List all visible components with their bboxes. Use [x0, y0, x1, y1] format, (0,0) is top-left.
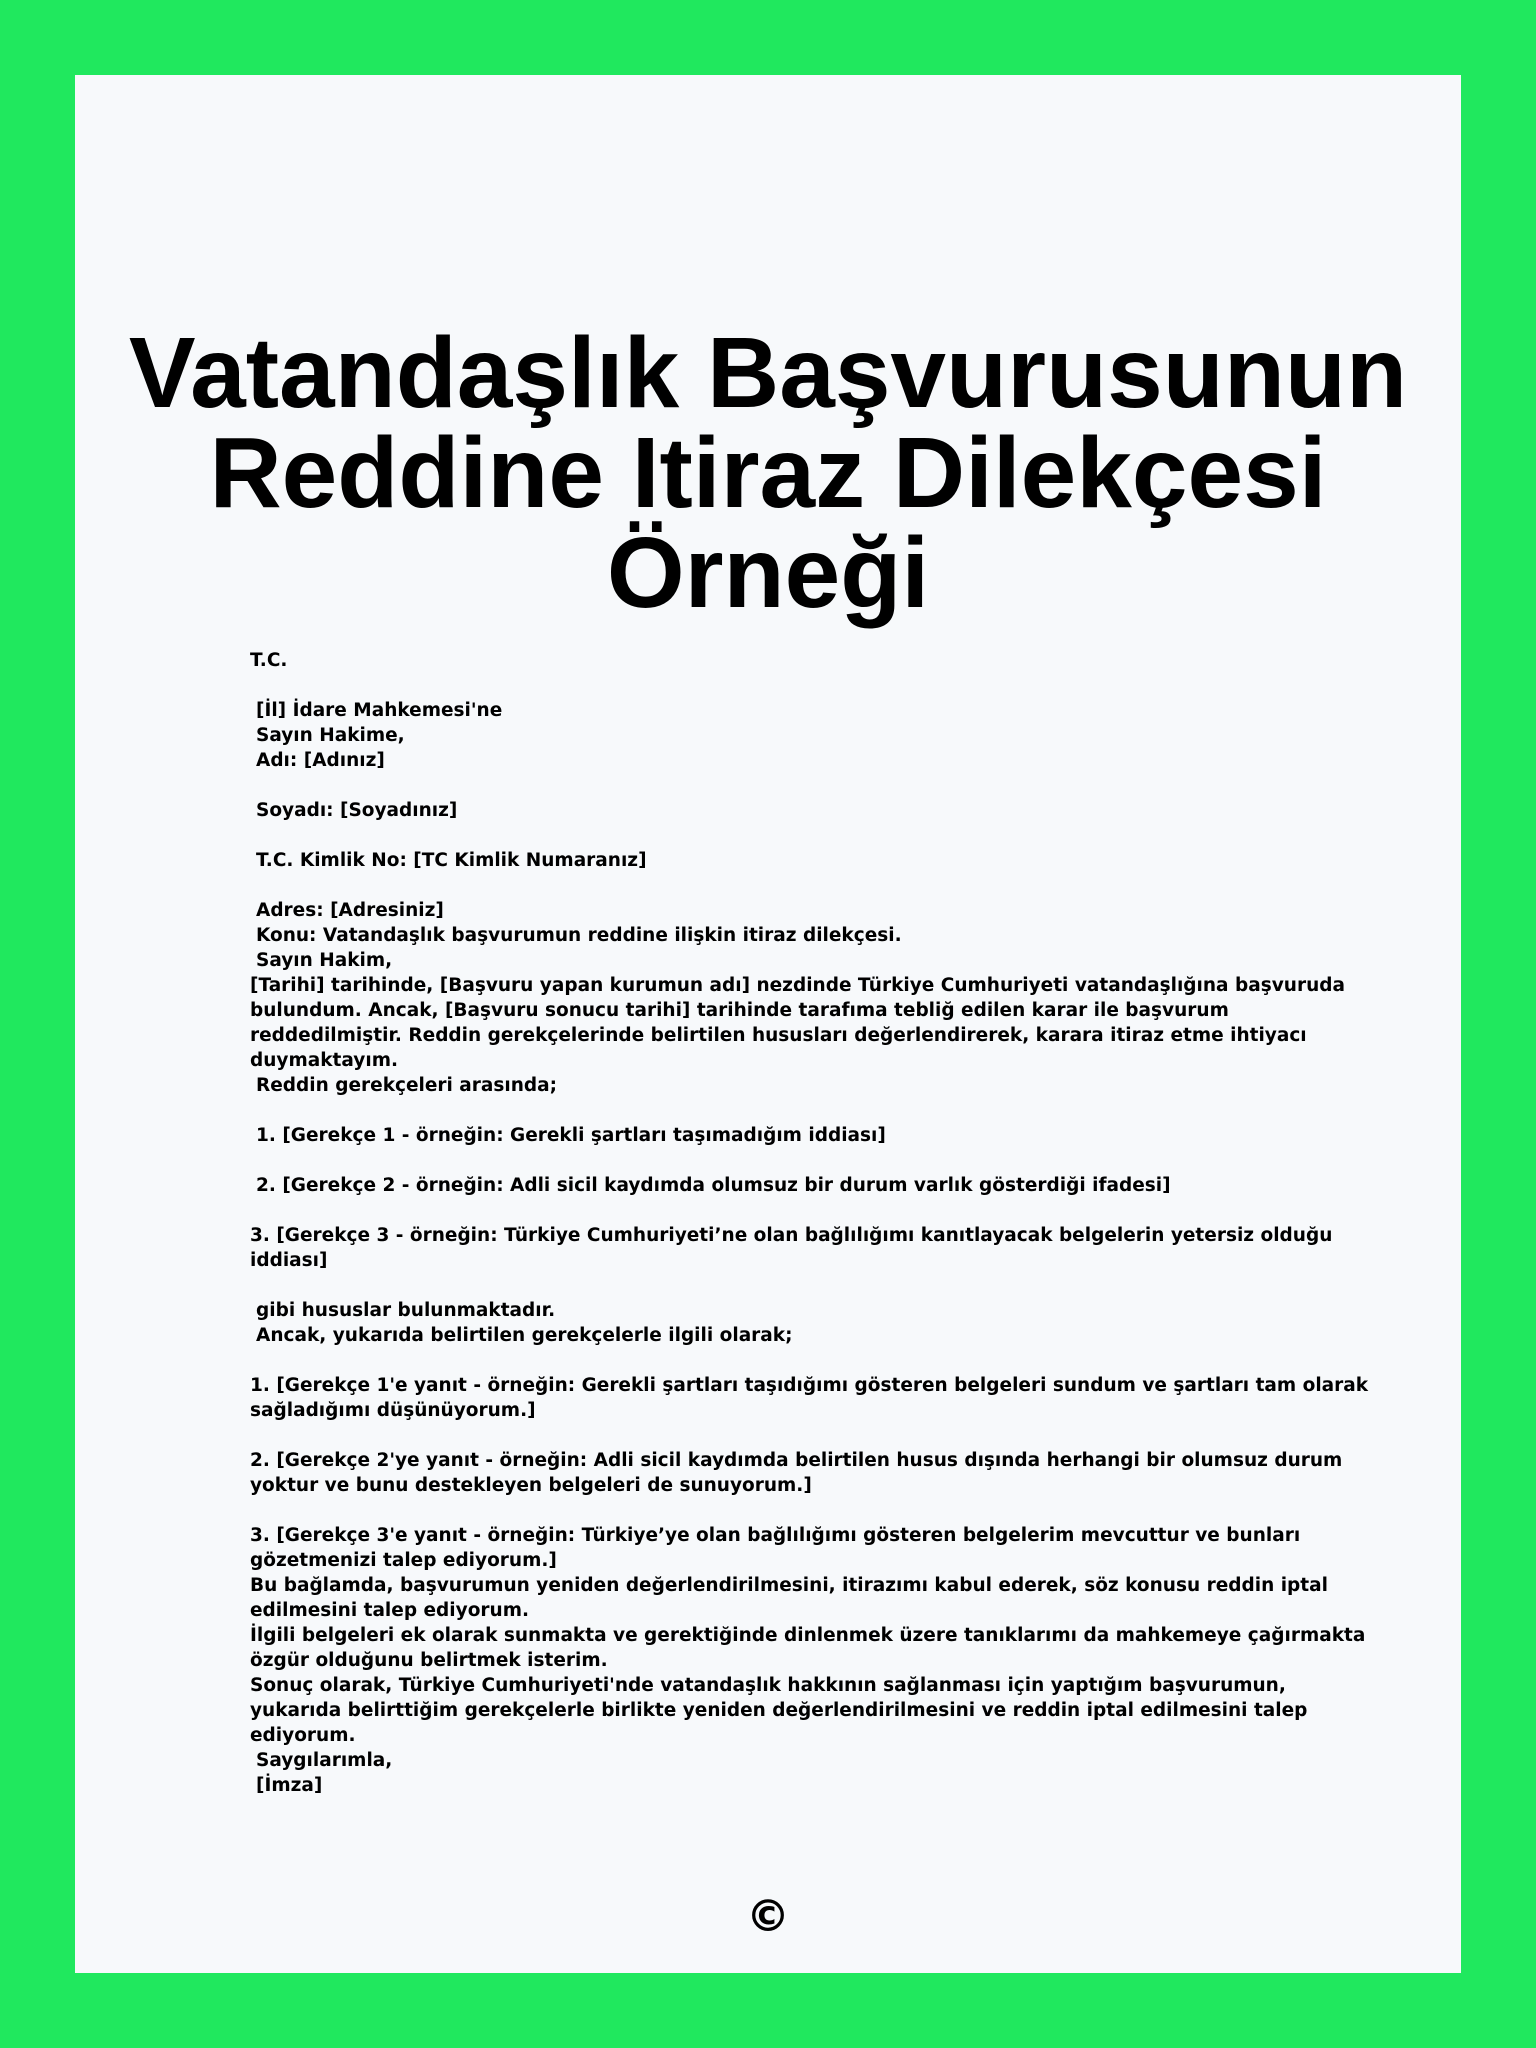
reason-item: 1. [Gerekçe 1 - örneğin: Gerekli şartları taşımadığım iddiası] — [256, 1125, 886, 1146]
response-item: 2. [Gerekçe 2'ye yanıt - örneğin: Adli sicil kaydımda belirtilen husus dışında herhangi bir olumsuz durum — [250, 1450, 1343, 1471]
petition-body — [250, 648, 1369, 1798]
letter-line: gibi hususlar bulunmaktadır. — [256, 1300, 556, 1321]
response-item: gözetmenizi talep ediyorum.] — [250, 1550, 557, 1571]
name-field-line: Adı: [Adınız] — [256, 750, 385, 771]
blank-line — [250, 1148, 1360, 1173]
blank-line — [250, 1348, 1360, 1373]
letter-line: edilmesini talep ediyorum. — [250, 1600, 529, 1621]
letter-line: Reddin gerekçeleri arasında; — [256, 1075, 558, 1096]
reason-item: 3. [Gerekçe 3 - örneğin: Türkiye Cumhuriyeti’ne olan bağlılığımı kanıtlayacak belgelerin yetersiz olduğu — [250, 1225, 1333, 1246]
address-field-line: Adres: [Adresiniz] — [256, 900, 444, 921]
letter-line: T.C. — [250, 650, 288, 671]
blank-line — [250, 1498, 1360, 1523]
response-item: sağladığımı düşünüyorum.] — [250, 1400, 536, 1421]
salutation-line: Sayın Hakim, — [256, 950, 393, 971]
title-line: Örneği — [606, 517, 930, 629]
blank-line — [250, 873, 1360, 898]
salutation-line: Sayın Hakime, — [256, 725, 405, 746]
blank-line — [250, 1423, 1360, 1448]
letter-line: bulundum. Ancak, [Başvuru sonucu tarihi] tarihinde tarafıma tebliğ edilen karar ile başvurum — [250, 1000, 1229, 1021]
court-address-line: [İl] İdare Mahkemesi'ne — [256, 700, 503, 721]
response-item: yoktur ve bunu destekleyen belgeleri de sunuyorum.] — [250, 1475, 812, 1496]
blank-line — [250, 773, 1360, 798]
letter-line: reddedilmiştir. Reddin gerekçelerinde belirtilen hususları değerlendirerek, karara itiraz etme ihtiyacı — [250, 1025, 1307, 1046]
surname-field-line: Soyadı: [Soyadınız] — [256, 800, 458, 821]
letter-line: Bu bağlamda, başvurumun yeniden değerlendirilmesini, itirazımı kabul ederek, söz konusu reddin iptal — [250, 1575, 1328, 1596]
reason-item: 2. [Gerekçe 2 - örneğin: Adli sicil kaydımda olumsuz bir durum varlık gösterdiği ifadesi] — [256, 1175, 1171, 1196]
document-title — [75, 317, 1461, 629]
blank-line — [250, 823, 1360, 848]
letter-line: özgür olduğunu belirtmek isterim. — [250, 1650, 608, 1671]
title-line: Reddine Itiraz Dilekçesi — [209, 417, 1327, 529]
letter-line: yukarıda belirttiğim gerekçelerle birlikte yeniden değerlendirilmesini ve reddin iptal edilmesini talep — [250, 1700, 1308, 1721]
blank-line — [250, 673, 1360, 698]
response-item: 3. [Gerekçe 3'e yanıt - örneğin: Türkiye’ye olan bağlılığımı gösteren belgelerim mevcuttur ve bunları — [250, 1525, 1301, 1546]
document-page — [75, 75, 1461, 1973]
reason-item: iddiası] — [250, 1250, 328, 1271]
letter-line: Ancak, yukarıda belirtilen gerekçelerle ilgili olarak; — [256, 1325, 793, 1346]
letter-line: [Tarihi] tarihinde, [Başvuru yapan kurumun adı] nezdinde Türkiye Cumhuriyeti vatandaşlığına başvuruda — [250, 975, 1345, 996]
blank-line — [250, 1273, 1360, 1298]
letter-line: ediyorum. — [250, 1725, 356, 1746]
response-item: 1. [Gerekçe 1'e yanıt - örneğin: Gerekli şartları taşıdığımı gösteren belgeleri sundum ve şartları tam olarak — [250, 1375, 1369, 1396]
letter-line: duymaktayım. — [250, 1050, 398, 1071]
signature-placeholder: [İmza] — [256, 1775, 323, 1796]
blank-line — [250, 1198, 1360, 1223]
id-number-field-line: T.C. Kimlik No: [TC Kimlik Numaranız] — [256, 850, 647, 871]
closing-line: Saygılarımla, — [256, 1750, 393, 1771]
copyright-symbol: © — [746, 1891, 790, 1942]
title-line: Vatandaşlık Başvurusunun — [128, 317, 1408, 429]
subject-line: Konu: Vatandaşlık başvurumun reddine ilişkin itiraz dilekçesi. — [256, 925, 902, 946]
letter-line: İlgili belgeleri ek olarak sunmakta ve gerektiğinde dinlenmek üzere tanıklarımı da mahkemeye çağırmakta — [250, 1625, 1366, 1646]
blank-line — [250, 1098, 1360, 1123]
letter-line: Sonuç olarak, Türkiye Cumhuriyeti'nde vatandaşlık hakkının sağlanması için yaptığım başvurumun, — [250, 1675, 1286, 1696]
